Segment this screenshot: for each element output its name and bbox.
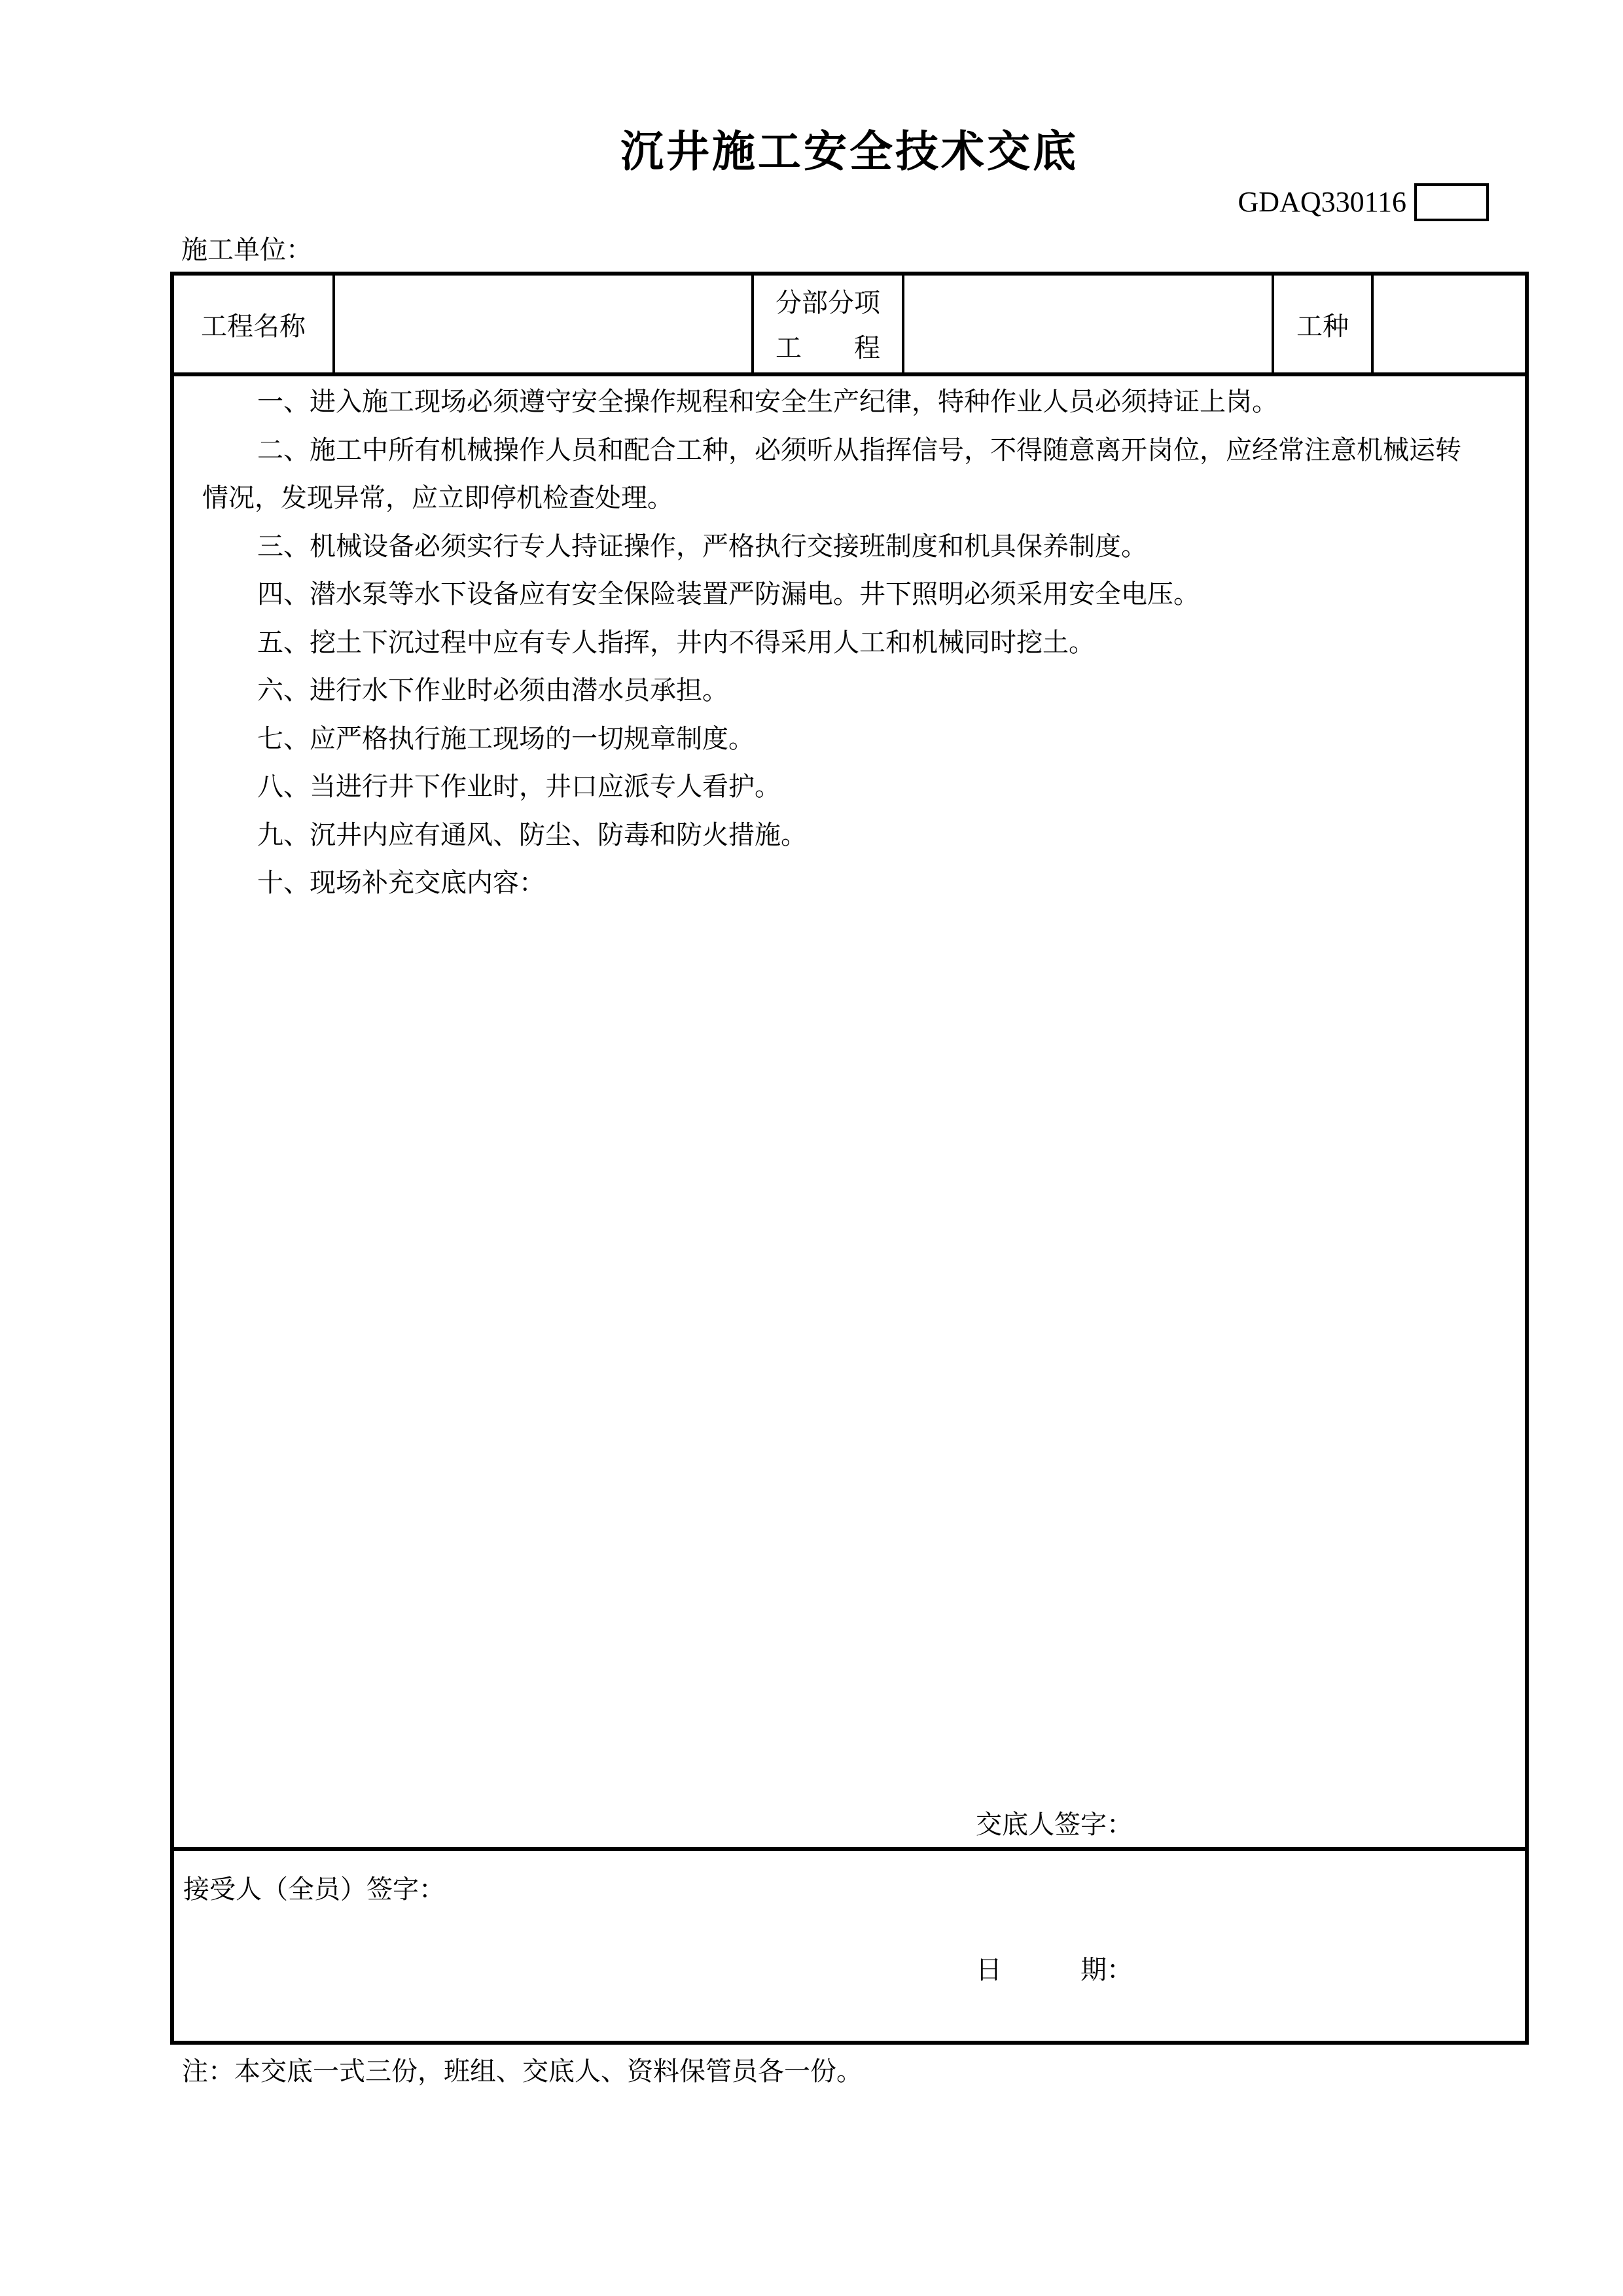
- discloser-signature-label[interactable]: 交底人签字：: [976, 1810, 1133, 1839]
- receiver-signature-label: 接受人（全员）签字：: [183, 1874, 445, 1904]
- disclosure-item-6: 六、进行水下作业时必须由潜水员承担。: [257, 675, 728, 705]
- subitem-label-cell: [754, 276, 904, 372]
- info-header-row: [174, 276, 1525, 376]
- subitem-value-cell[interactable]: [904, 276, 1274, 372]
- document-title: 沉井施工安全技术交底: [620, 127, 1079, 175]
- signature-block: [976, 1704, 1133, 2091]
- disclosure-item-5: 五、挖土下沉过程中应有专人指挥，井内不得采用人工和机械同时挖土。: [257, 627, 1095, 657]
- work-type-value-cell[interactable]: [1374, 276, 1525, 372]
- subitem-label-line2: 工 程: [776, 333, 880, 363]
- construction-unit-label: 施工单位：: [181, 235, 312, 264]
- disclosure-item-2: 二、施工中所有机械操作人员和配合工种，必须听从指挥信号，不得随意离开岗位，应经常注意机械运转情况，发现异常，应立即停机检查处理。: [202, 435, 1461, 512]
- date-label[interactable]: 日 期：: [976, 1955, 1133, 1984]
- disclosure-item-10: 十、现场补充交底内容：: [257, 868, 545, 897]
- receiver-signature-cell[interactable]: [174, 1851, 1525, 2041]
- disclosure-item-1: 一、进入施工现场必须遵守安全操作规程和安全生产纪律，特种作业人员必须持证上岗。: [257, 387, 1278, 416]
- disclosure-item-8: 八、当进行井下作业时，井口应派专人看护。: [257, 772, 781, 801]
- disclosure-item-7: 七、应严格执行施工现场的一切规章制度。: [257, 723, 755, 753]
- form-code-box[interactable]: [1414, 183, 1489, 221]
- disclosure-item-3: 三、机械设备必须实行专人持证操作，严格执行交接班制度和机具保养制度。: [257, 531, 1147, 561]
- subitem-label-line1: 分部分项: [776, 288, 880, 317]
- form-code: GDAQ330116: [1238, 186, 1406, 218]
- project-name-label-cell: 工程名称: [174, 276, 335, 372]
- form-code-row: [170, 182, 1529, 223]
- disclosure-item-4: 四、潜水泵等水下设备应有安全保险装置严防漏电。井下照明必须采用安全电压。: [257, 579, 1200, 609]
- work-type-label-cell: 工种: [1274, 276, 1374, 372]
- footer-note: 注：本交底一式三份，班组、交底人、资料保管员各一份。: [182, 2056, 863, 2086]
- disclosure-item-9: 九、沉井内应有通风、防尘、防毒和防火措施。: [257, 819, 807, 850]
- disclosure-table: [170, 272, 1529, 2045]
- project-name-value-cell[interactable]: [335, 276, 754, 372]
